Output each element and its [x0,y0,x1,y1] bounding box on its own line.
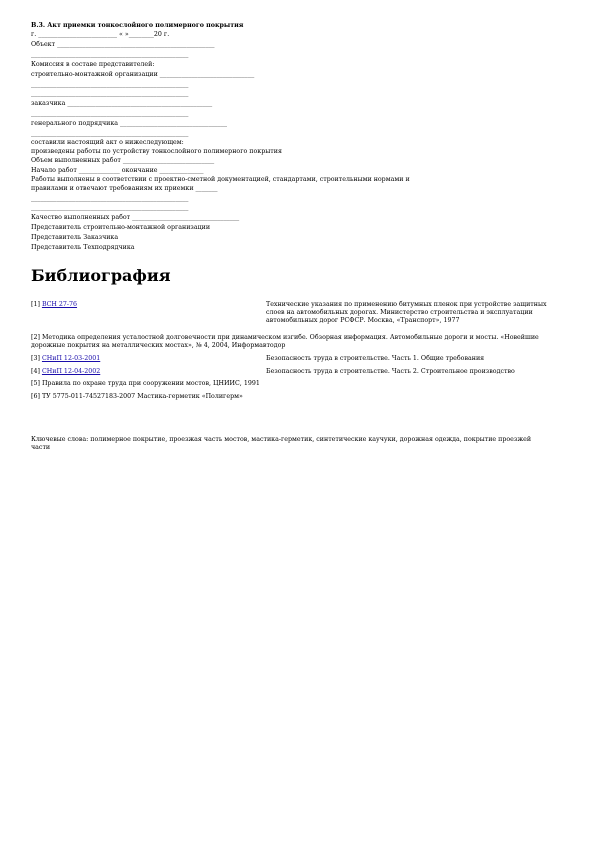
act-title: В.3. Акт приемки тонкослойного полимерного покрытия [31,22,244,29]
act-blank-line: __________________________________________________ [31,130,189,137]
act-compliance-line-2: правилами и отвечают требованиям их приемки _______ [31,185,218,192]
act-rep-builder: Представитель строительно-монтажной организации [31,224,211,231]
bib-number: [4] [31,368,40,375]
bib-description: Безопасность труда в строительстве. Часть 1. Общие требования [266,355,485,362]
bibliography-item [31,393,565,401]
keywords: Ключевые слова: полимерное покрытие, проезжая часть мостов, мастика-герметик, синтетические каучуки, дорожная одежда, покрытие проезжей части [31,436,532,451]
bib-number: [2] [31,334,40,341]
bibliography-item [31,334,565,350]
act-blank-line: __________________________________________________ [31,204,189,211]
bib-text: Правила по охране труда при сооружении мостов, ЦНИИС, 1991 [41,380,260,387]
act-builder-line: строительно-монтажной организации ______________________________ [31,71,255,78]
bib-number: [3] [31,355,40,362]
act-composed: составили настоящий акт о нижеследующем: [31,139,184,146]
bib-number: [5] [31,380,40,387]
act-blank-line: __________________________________________________ [31,90,189,97]
act-start-end-line: Начало работ _____________ окончание ______________ [31,167,204,174]
bib-text: Методика определения усталостной долговечности при динамическом изгибе. Обзорная информация. Автомобильные дороги и мосты. «Новейшие дорожные покрытия на металлических мостах», № 4, 2004, Информавтодор [31,334,539,349]
act-customer-line: заказчика ______________________________________________ [31,100,213,107]
bib-description: Технические указания по применению битумных пленок при устройстве защитных слоев на автомобильных дорогах. Министерство строительства и эксплуатации автомобильных дорог РСФСР. Москва, «Транспорт», 1977 [266,301,547,324]
bib-number: [1] [31,301,40,308]
bib-link-snip-12-04-2002[interactable]: СНиП 12-04-2002 [41,368,101,375]
bib-text: ТУ 5775-011-74527183-2007 Мастика-герметик «Полигерм» [41,393,243,400]
act-object-line: Объект __________________________________________________ [31,41,215,48]
bib-number: [6] [31,393,40,400]
act-compliance-line: Работы выполнены в соответствии с проектно-сметной документацией, стандартами, строительными нормами и [31,176,410,183]
act-performed: произведены работы по устройству тонкослойного полимерного покрытия [31,148,282,155]
bibliography-item [31,355,565,363]
bibliography-item [31,301,565,329]
bibliography-heading: Библиография [31,266,171,285]
act-rep-tech: Представитель Техподрядчика [31,244,135,251]
act-general-contractor-line: генерального подрядчика __________________________________ [31,120,228,127]
bib-description: Безопасность труда в строительстве. Часть 2. Строительное производство [266,368,515,375]
act-date-line: г. _________________________ « »________20 г. [31,31,170,38]
bibliography-item [31,368,565,376]
act-volume-line: Объем выполненных работ _____________________________ [31,157,215,164]
act-rep-customer: Представитель Заказчика [31,234,119,241]
act-object-blank: __________________________________________________ [31,51,189,58]
bibliography-item [31,380,565,388]
act-commission: Комиссия в составе представителей: [31,61,155,68]
act-quality-line: Качество выполненных работ __________________________________ [31,214,240,221]
bib-link-vsn-27-76[interactable]: ВСН 27-76 [41,301,78,308]
act-blank-line: __________________________________________________ [31,81,189,88]
act-blank-line: __________________________________________________ [31,110,189,117]
bib-link-snip-12-03-2001[interactable]: СНиП 12-03-2001 [41,355,101,362]
act-blank-line: __________________________________________________ [31,195,189,202]
